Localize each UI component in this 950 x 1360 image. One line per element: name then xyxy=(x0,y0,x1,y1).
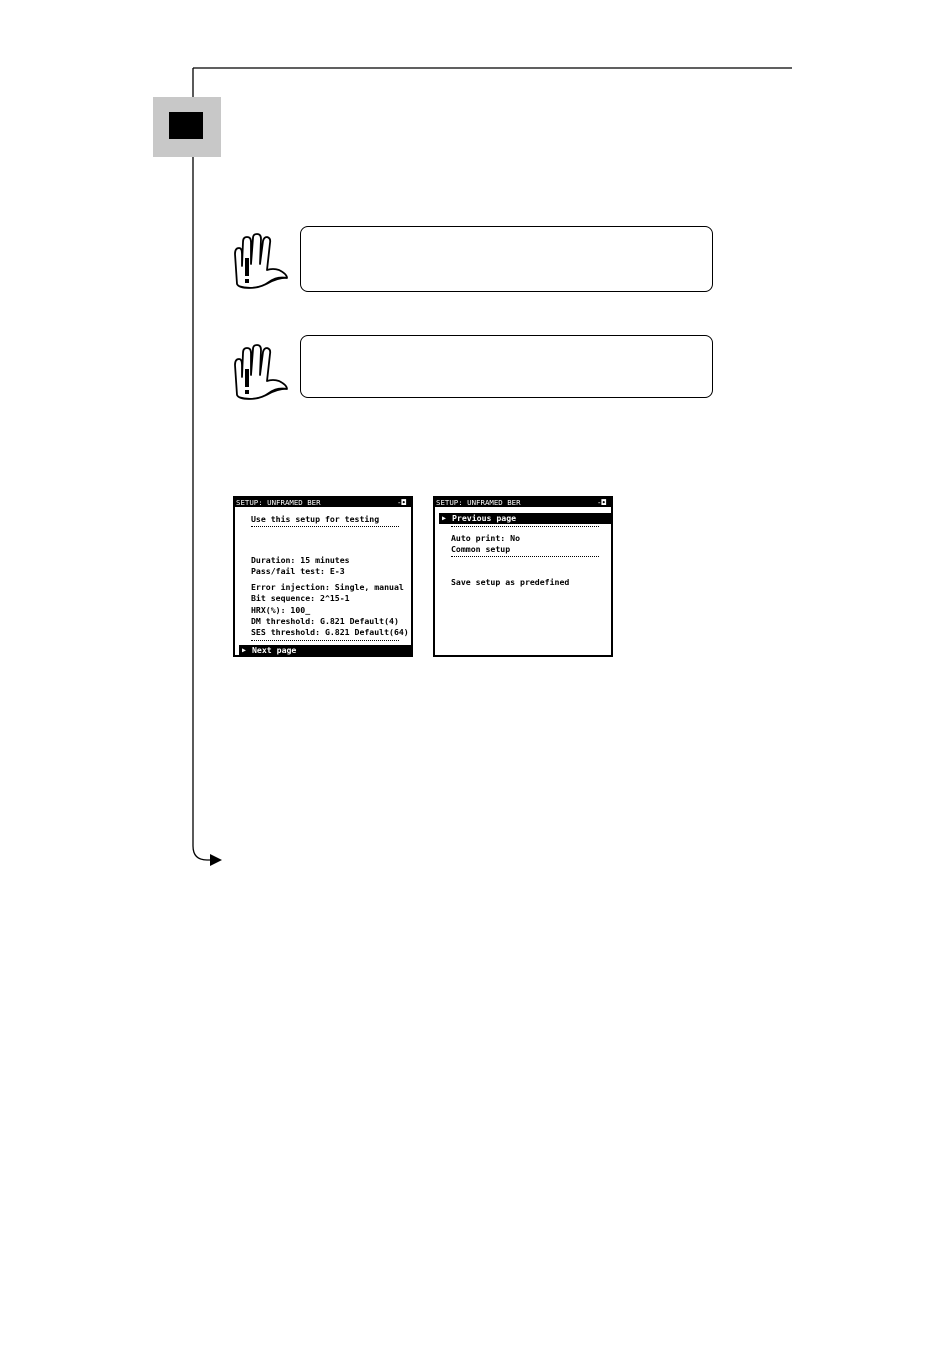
menu-item-label: Next page xyxy=(252,645,297,655)
left-rule xyxy=(193,68,211,860)
menu-item-use-setup[interactable]: Use this setup for testing xyxy=(251,514,380,524)
power-plug-icon: -◘ xyxy=(596,498,606,507)
power-plug-icon: -◘ xyxy=(396,498,406,507)
dotted-separator xyxy=(251,526,399,527)
screen-title-bar xyxy=(435,498,611,507)
screen-title-bar xyxy=(235,498,411,507)
chapter-tab xyxy=(153,97,221,157)
chapter-tab-block xyxy=(169,112,203,139)
menu-item-pass-fail[interactable]: Pass/fail test: E-3 xyxy=(251,566,345,576)
dotted-separator xyxy=(451,556,599,557)
menu-item-dm-threshold[interactable]: DM threshold: G.821 Default(4) xyxy=(251,616,399,626)
menu-item-next-page[interactable] xyxy=(239,645,411,656)
device-screen-setup-page-1 xyxy=(233,496,413,657)
menu-item-hrx[interactable]: HRX(%): 100_ xyxy=(251,605,311,615)
screen-title: SETUP: UNFRAMED BER xyxy=(236,498,321,507)
note-box xyxy=(300,226,713,292)
dotted-separator xyxy=(251,640,399,641)
menu-item-auto-print[interactable]: Auto print: No xyxy=(451,533,521,543)
menu-item-common-setup[interactable]: Common setup xyxy=(451,544,511,554)
menu-item-bit-sequence[interactable]: Bit sequence: 2^15-1 xyxy=(251,593,350,603)
dotted-separator xyxy=(451,526,599,527)
menu-item-save-setup[interactable]: Save setup as predefined xyxy=(451,577,570,587)
menu-item-label: Previous page xyxy=(452,513,517,523)
menu-item-ses-threshold[interactable]: SES threshold: G.821 Default(64) xyxy=(251,627,409,637)
selection-arrow-icon: ▶ xyxy=(442,514,446,522)
selection-arrow-icon: ▶ xyxy=(242,646,246,654)
screen-title: SETUP: UNFRAMED BER xyxy=(436,498,521,507)
warning-hand-icon xyxy=(229,343,293,403)
menu-item-duration[interactable]: Duration: 15 minutes xyxy=(251,555,350,565)
continue-arrow-icon xyxy=(210,854,222,866)
note-box xyxy=(300,335,713,398)
warning-hand-icon xyxy=(229,232,293,292)
menu-item-error-injection[interactable]: Error injection: Single, manual xyxy=(251,582,404,592)
device-screen-setup-page-2 xyxy=(433,496,613,657)
menu-item-previous-page[interactable] xyxy=(439,513,611,524)
